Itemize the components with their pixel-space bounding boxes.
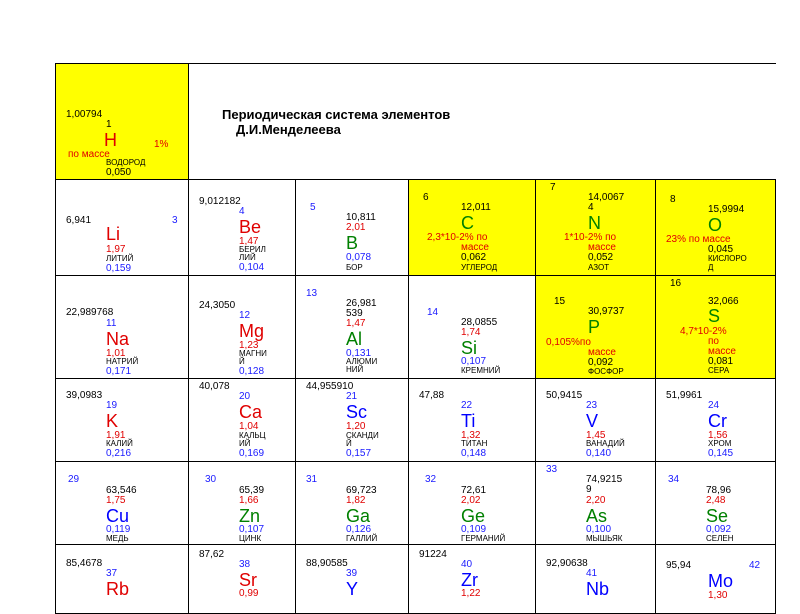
atomic-mass: 12,011 <box>461 202 491 213</box>
element-name: АЗОТ <box>588 263 610 272</box>
bio-value: 1,32 <box>461 430 481 441</box>
atomic-number: 40 <box>461 559 473 570</box>
atomic-mass: 65,39 <box>239 485 265 496</box>
bio-value: 1,66 <box>239 495 259 506</box>
electronegativity: 0,052 <box>588 252 614 263</box>
element-symbol: C <box>461 213 474 233</box>
atomic-number: 30 <box>205 474 217 485</box>
element-cell-be <box>188 179 296 276</box>
atomic-mass-cont: 9 <box>586 484 592 495</box>
element-cell-as <box>535 461 656 545</box>
element-name-cont: Д <box>708 263 714 272</box>
element-name: СКАНДИ <box>346 431 379 440</box>
atomic-number: 20 <box>239 391 251 402</box>
bio-percent-unit: массе <box>461 242 489 253</box>
element-symbol: Y <box>346 579 359 599</box>
atomic-mass: 88,90585 <box>306 558 348 569</box>
element-cell-rb <box>55 544 189 614</box>
atomic-number: 14 <box>427 307 439 318</box>
atomic-mass: 72,61 <box>461 485 487 496</box>
atomic-number: 21 <box>346 391 358 402</box>
element-symbol: S <box>708 306 721 326</box>
element-symbol: Se <box>706 506 729 526</box>
atomic-number: 8 <box>670 194 676 205</box>
bio-value: 1,56 <box>708 430 728 441</box>
bio-percent: 23% по массе <box>666 234 731 245</box>
electronegativity: 0,126 <box>346 524 372 535</box>
element-name: ХРОМ <box>708 439 732 448</box>
bio-value: 1,45 <box>586 430 606 441</box>
element-cell-nb <box>535 544 656 614</box>
element-name: КАЛЬЦ <box>239 431 266 440</box>
atomic-number: 24 <box>708 400 720 411</box>
bio-value: 2,01 <box>346 222 366 233</box>
atomic-mass: 95,94 <box>666 560 692 571</box>
electronegativity: 0,081 <box>708 356 734 367</box>
element-name: НАТРИЙ <box>106 357 139 366</box>
element-cell-mo <box>655 544 776 614</box>
element-symbol: Zr <box>461 570 478 590</box>
element-symbol: Rb <box>106 579 130 599</box>
element-cell-ge <box>408 461 536 545</box>
atomic-number: 16 <box>670 278 682 289</box>
bio-percent: 1% <box>154 139 169 150</box>
element-cell-n <box>535 179 656 276</box>
bio-percent: 0,105%по <box>546 337 591 348</box>
atomic-mass: 32,066 <box>708 296 739 307</box>
atomic-mass: 51,9961 <box>666 390 703 401</box>
element-name: УГЛЕРОД <box>461 263 498 272</box>
element-name-cont: Й <box>239 357 245 366</box>
bio-value: 2,48 <box>706 495 726 506</box>
element-name-cont: ЛИЙ <box>239 253 256 262</box>
element-symbol: V <box>586 411 599 431</box>
element-cell-cu <box>55 461 189 545</box>
bio-value: 1,97 <box>106 244 126 255</box>
atomic-number: 12 <box>239 310 251 321</box>
atomic-mass: 87,62 <box>199 549 225 560</box>
bio-percent-unit: массе <box>588 242 616 253</box>
electronegativity: 0,148 <box>461 448 487 459</box>
element-symbol: Sr <box>239 570 257 590</box>
atomic-number: 3 <box>172 215 178 226</box>
atomic-mass: 10,811 <box>346 212 376 223</box>
atomic-mass: 40,078 <box>199 381 230 392</box>
atomic-mass: 92,90638 <box>546 558 588 569</box>
element-name: ТИТАН <box>461 439 488 448</box>
page-title <box>222 107 450 137</box>
element-cell-ga <box>295 461 409 545</box>
atomic-mass: 39,0983 <box>66 390 103 401</box>
title-line-1: Периодическая система элементов <box>222 107 451 122</box>
element-name: ГЕРМАНИЙ <box>461 534 506 543</box>
atomic-mass: 14,0067 <box>588 192 625 203</box>
element-cell-na <box>55 275 189 379</box>
element-symbol: Ti <box>461 411 476 431</box>
electronegativity: 0,092 <box>588 357 614 368</box>
atomic-mass: 85,4678 <box>66 558 103 569</box>
element-symbol: Mg <box>239 321 265 341</box>
atomic-number: 37 <box>106 568 118 579</box>
atomic-number: 34 <box>668 474 680 485</box>
bio-value: 2,20 <box>586 495 606 506</box>
element-cell-mg <box>188 275 296 379</box>
atomic-number: 38 <box>239 559 251 570</box>
bio-value: 1,74 <box>461 327 481 338</box>
bio-value: 1,47 <box>239 236 259 247</box>
element-symbol: P <box>588 317 601 337</box>
element-cell-zr <box>408 544 536 614</box>
bio-percent: 1*10-2% по <box>564 232 617 243</box>
electronegativity: 0,171 <box>106 366 132 377</box>
element-cell-h <box>55 63 189 180</box>
element-name: ВАНАДИЙ <box>586 439 625 448</box>
atomic-mass: 63,546 <box>106 485 137 496</box>
atomic-number: 19 <box>106 400 118 411</box>
element-symbol: Be <box>239 217 262 237</box>
atomic-number: 29 <box>68 474 80 485</box>
element-cell-k <box>55 378 189 462</box>
bio-value: 1,20 <box>346 421 366 432</box>
bio-value: 1,30 <box>708 590 728 601</box>
element-symbol: H <box>104 130 117 150</box>
element-symbol: Al <box>346 329 363 349</box>
electronegativity: 0,100 <box>586 524 612 535</box>
bio-value: 1,82 <box>346 495 366 506</box>
atomic-mass: 28,0855 <box>461 317 498 328</box>
electronegativity: 0,045 <box>708 244 734 255</box>
electronegativity: 0,140 <box>586 448 612 459</box>
element-name: КРЕМНИЙ <box>461 366 501 375</box>
electronegativity: 0,216 <box>106 448 132 459</box>
element-name: МЫШЬЯК <box>586 534 623 543</box>
atomic-number: 4 <box>239 206 245 217</box>
element-name: СЕРА <box>708 366 730 375</box>
electronegativity: 0,157 <box>346 448 372 459</box>
atomic-number: 39 <box>346 568 358 579</box>
element-symbol: Cu <box>106 506 130 526</box>
element-symbol: K <box>106 411 119 431</box>
bio-value: 1,75 <box>106 495 126 506</box>
bio-percent: 4,7*10-2% <box>680 326 727 337</box>
electronegativity: 0,109 <box>461 524 487 535</box>
atomic-mass: 24,3050 <box>199 300 236 311</box>
atomic-mass: 91224 <box>419 549 447 560</box>
element-symbol: Ge <box>461 506 486 526</box>
bio-value: 1,23 <box>239 340 259 351</box>
element-name-cont: Й <box>346 439 352 448</box>
element-cell-al <box>295 275 409 379</box>
electronegativity: 0,159 <box>106 263 132 274</box>
atomic-mass: 1,00794 <box>66 109 103 120</box>
bio-percent-unit: массе <box>588 347 616 358</box>
element-symbol: Ga <box>346 506 371 526</box>
element-cell-ca <box>188 378 296 462</box>
element-name: ВОДОРОД <box>106 158 146 167</box>
atomic-number: 11 <box>106 318 117 329</box>
atomic-number: 31 <box>306 474 318 485</box>
electronegativity: 0,062 <box>461 252 487 263</box>
atomic-number: 41 <box>586 568 598 579</box>
element-cell-c <box>408 179 536 276</box>
element-name: КИСЛОРО <box>708 254 747 263</box>
atomic-mass: 74,9215 <box>586 474 623 485</box>
element-cell-p <box>535 275 656 379</box>
atomic-mass: 78,96 <box>706 485 732 496</box>
atomic-number-cont: 4 <box>588 202 594 213</box>
atomic-number: 42 <box>749 560 761 571</box>
electronegativity: 0,145 <box>708 448 734 459</box>
element-symbol: Li <box>106 224 121 244</box>
element-name-cont: ИЙ <box>239 439 251 448</box>
bio-value: 1,47 <box>346 318 366 329</box>
title-divider <box>188 63 189 180</box>
atomic-number: 32 <box>425 474 437 485</box>
element-symbol: Na <box>106 329 130 349</box>
atomic-mass: 15,9994 <box>708 204 745 215</box>
atomic-number: 13 <box>306 288 318 299</box>
element-cell-y <box>295 544 409 614</box>
atomic-number: 15 <box>554 296 566 307</box>
electronegativity: 0,092 <box>706 524 732 535</box>
element-cell-sc <box>295 378 409 462</box>
element-name: СЕЛЕН <box>706 534 734 543</box>
element-name: ЛИТИЙ <box>106 254 134 263</box>
element-name: БОР <box>346 263 363 272</box>
element-name: АЛЮМИ <box>346 357 378 366</box>
element-cell-si <box>408 275 536 379</box>
element-cell-zn <box>188 461 296 545</box>
bio-percent-unit: по <box>708 336 719 347</box>
element-name-cont: НИЙ <box>346 365 364 374</box>
element-symbol: Mo <box>708 571 734 591</box>
atomic-mass: 44,955910 <box>306 381 354 392</box>
atomic-mass: 22,989768 <box>66 307 114 318</box>
element-name: МЕДЬ <box>106 534 129 543</box>
electronegativity: 0,104 <box>239 262 265 273</box>
atomic-mass: 50,9415 <box>546 390 583 401</box>
bio-value: 2,02 <box>461 495 481 506</box>
element-name: ГАЛЛИЙ <box>346 534 378 543</box>
bio-value: 1,91 <box>106 430 126 441</box>
electronegativity: 0,128 <box>239 366 265 377</box>
atomic-mass: 6,941 <box>66 215 92 226</box>
atomic-mass-cont: 539 <box>346 308 363 319</box>
element-name: КАЛИЙ <box>106 439 133 448</box>
element-symbol: Nb <box>586 579 610 599</box>
element-symbol: Zn <box>239 506 261 526</box>
bio-value: 1,22 <box>461 588 481 599</box>
element-name: МАГНИ <box>239 349 267 358</box>
element-cell-b <box>295 179 409 276</box>
element-symbol: N <box>588 213 601 233</box>
element-cell-ti <box>408 378 536 462</box>
atomic-number: 22 <box>461 400 473 411</box>
bio-percent-unit: по массе <box>68 149 110 160</box>
table-top-border <box>188 63 776 64</box>
bio-value: 1,01 <box>106 348 126 359</box>
element-cell-se <box>655 461 776 545</box>
atomic-number: 33 <box>546 464 558 475</box>
element-cell-v <box>535 378 656 462</box>
element-cell-cr <box>655 378 776 462</box>
bio-percent-unit-cont: массе <box>708 346 736 357</box>
title-line-2: Д.И.Менделеева <box>236 122 341 137</box>
atomic-number: 1 <box>106 119 112 130</box>
element-cell-li <box>55 179 189 276</box>
bio-value: 1,04 <box>239 421 259 432</box>
bio-percent: 2,3*10-2% по <box>427 232 488 243</box>
element-cell-s <box>655 275 776 379</box>
element-cell-o <box>655 179 776 276</box>
element-symbol: O <box>708 215 723 235</box>
electronegativity: 0,169 <box>239 448 265 459</box>
atomic-mass: 69,723 <box>346 485 377 496</box>
element-symbol: Ca <box>239 402 263 422</box>
element-name: БЕРИЛ <box>239 245 266 254</box>
electronegativity: 0,131 <box>346 348 372 359</box>
atomic-mass: 26,981 <box>346 298 377 309</box>
atomic-number: 7 <box>550 182 556 193</box>
electronegativity: 0,107 <box>239 524 265 535</box>
element-name: ФОСФОР <box>588 367 624 376</box>
bio-value: 0,99 <box>239 588 259 599</box>
atomic-number: 5 <box>310 202 316 213</box>
element-symbol: As <box>586 506 608 526</box>
atomic-mass: 9,012182 <box>199 196 241 207</box>
element-name: ЦИНК <box>239 534 262 543</box>
element-symbol: Sc <box>346 402 368 422</box>
element-symbol: B <box>346 233 359 253</box>
element-cell-sr <box>188 544 296 614</box>
electronegativity: 0,050 <box>106 167 132 178</box>
atomic-number: 23 <box>586 400 598 411</box>
electronegativity: 0,119 <box>106 524 131 535</box>
atomic-number: 6 <box>423 192 429 203</box>
element-symbol: Cr <box>708 411 727 431</box>
atomic-mass: 47,88 <box>419 390 445 401</box>
electronegativity: 0,078 <box>346 252 372 263</box>
element-symbol: Si <box>461 338 478 358</box>
atomic-mass: 30,9737 <box>588 306 625 317</box>
electronegativity: 0,107 <box>461 356 487 367</box>
